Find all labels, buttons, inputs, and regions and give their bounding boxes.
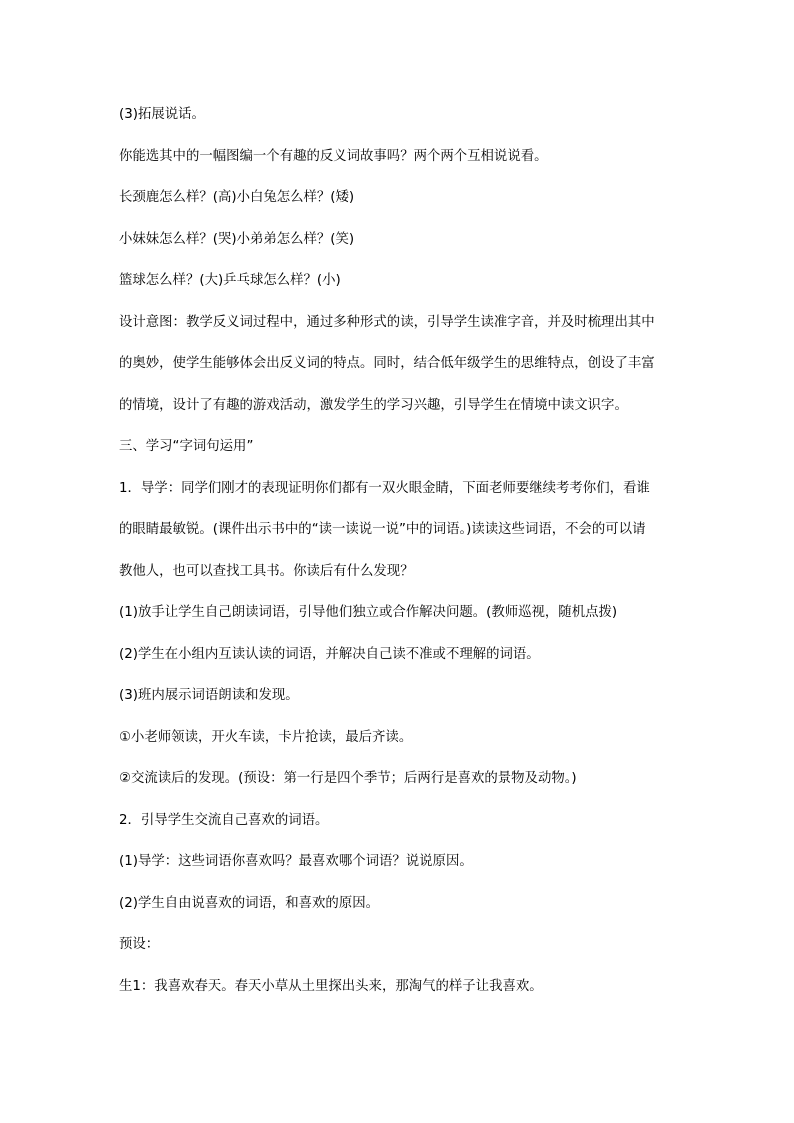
text-line: (2)学生在小组内互读认读的词语，并解决自己读不准或不理解的词语。 (119, 646, 540, 662)
text-line: (3)拓展说话。 (119, 107, 205, 122)
text-line: ②交流读后的发现。(预设：第一行是四个季节；后两行是喜欢的景物及动物。) (119, 771, 577, 786)
text-line: (1)导学：这些词语你喜欢吗？最喜欢哪个词语？说说原因。 (119, 854, 473, 869)
text-line: 的情境，设计了有趣的游戏活动，激发学生的学习兴趣，引导学生在情境中读文识字。 (119, 397, 628, 413)
text-line: ①小老师领读，开火车读，卡片抢读，最后齐读。 (119, 729, 413, 745)
text-line: 2．引导学生交流自己喜欢的词语。 (119, 812, 329, 828)
text-line: 小妹妹怎么样？(哭)小弟弟怎么样？(笑) (119, 231, 355, 247)
text-line: (1)放手让学生自己朗读词语，引导他们独立或合作解决问题。(教师巡视，随机点拨) (119, 605, 618, 620)
text-line: (2)学生自由说喜欢的词语，和喜欢的原因。 (119, 895, 379, 911)
text-line: 生1：我喜欢春天。春天小草从土里探出头来，那淘气的样子让我喜欢。 (119, 978, 543, 994)
text-line: 你能选其中的一幅图编一个有趣的反义词故事吗？两个两个互相说说看。 (119, 148, 548, 164)
document-page (119, 104, 679, 1017)
text-line: (3)班内展示词语朗读和发现。 (119, 688, 299, 703)
text-line: 教他人，也可以查找工具书。你读后有什么发现？ (119, 563, 414, 579)
text-line: 的奥妙，使学生能够体会出反义词的特点。同时，结合低年级学生的思维特点，创设了丰富 (119, 356, 655, 371)
text-line: 预设： (119, 937, 160, 952)
text-line: 设计意图：教学反义词过程中，通过多种形式的读，引导学生读准字音，并及时梳理出其中 (119, 314, 655, 330)
text-line: 长颈鹿怎么样？(高)小白兔怎么样？(矮) (119, 190, 355, 205)
text-line: 篮球怎么样？(大)乒乓球怎么样？(小) (119, 273, 341, 288)
text-line: 的眼睛最敏锐。(课件出示书中的“读一读说一说”中的词语。)读读这些词语，不会的可以请 (119, 522, 646, 537)
section-heading: 三、学习“字词句运用” (119, 439, 254, 454)
text-line: 1．导学：同学们刚才的表现证明你们都有一双火眼金睛，下面老师要继续考考你们，看谁 (119, 480, 650, 496)
